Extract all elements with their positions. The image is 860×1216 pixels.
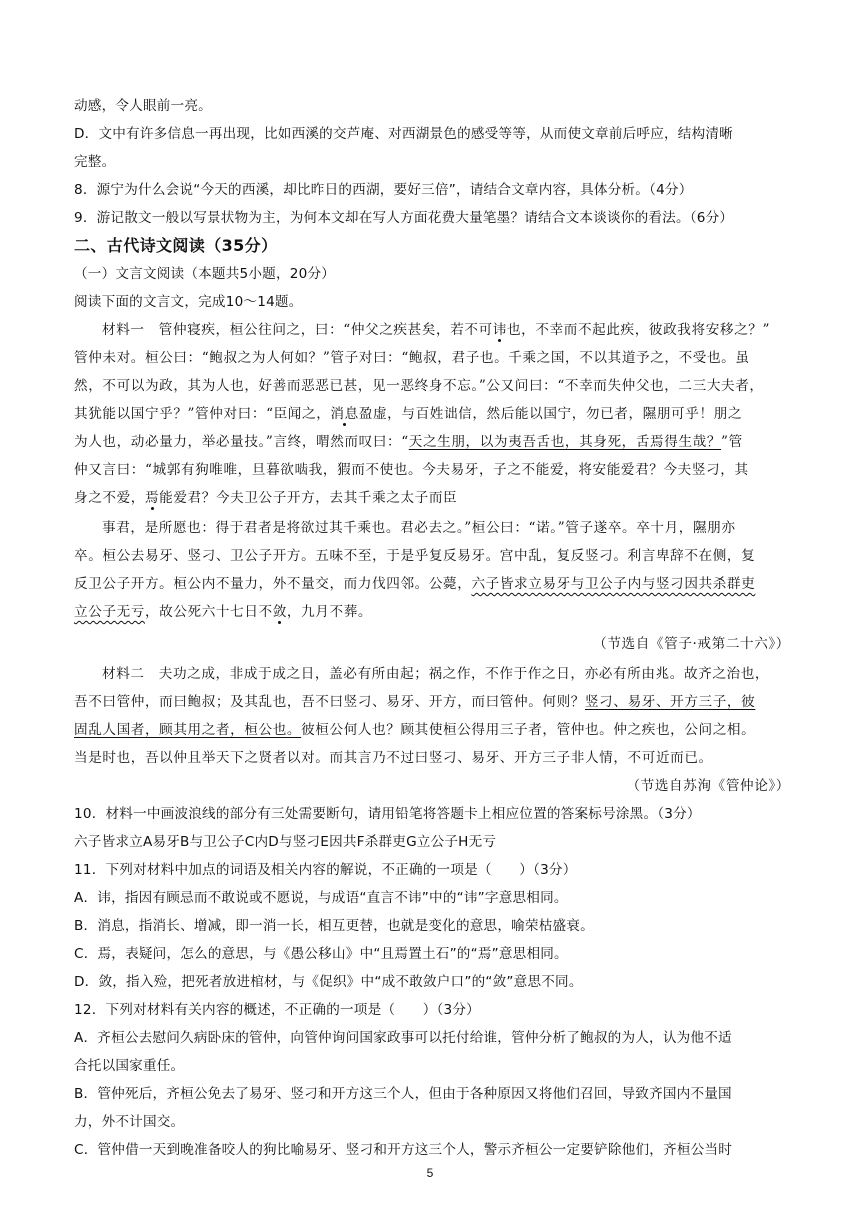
material-one-line: 仲又言曰：“城郭有狗唯唯，旦暮欲啮我，猳而不使也。今夫易牙，子之不能爱，将安能爱君？今夫竖刁，其 <box>74 462 749 478</box>
text-span: 身之不爱， <box>74 490 145 506</box>
source-citation: （节选自苏洵《管仲论》） <box>626 778 790 794</box>
option-d: D．敛，指入殓，把死者放进棺材，与《促织》中“成不敢敛户口”的“敛”意思不同。 <box>74 974 583 990</box>
underlined-sentence: 竖刁、易牙、开方三子，彼 <box>584 694 756 710</box>
material-one-line <box>74 600 794 624</box>
question-10-options: 六子皆求立A易牙B与卫公子C内D与竖刁E因共F杀群吏G立公子H无亏 <box>74 834 497 850</box>
option-c: C．管仲借一天到晚准备咬人的狗比喻易牙、竖刁和开方这三个人，警示齐桓公一定要铲除他们，齐桓公当时 <box>74 1142 732 1158</box>
material-one-line <box>74 402 794 426</box>
option-a: A．齐桓公去慰问久病卧床的管仲，向管仲询问国家政事可以托付给谁，管仲分析了鲍叔的为人，认为他不适 <box>74 1030 732 1046</box>
option-b: B．管仲死后，齐桓公免去了易牙、竖刁和开方这三个人，但由于各种原因又将他们召回，导致齐国内不量国 <box>74 1086 732 1102</box>
option-a: A．讳，指因有顾忌而不敢说或不愿说，与成语“直言不讳”中的“讳”字意思相同。 <box>74 890 568 906</box>
dotted-word: 焉 <box>144 490 160 506</box>
material-two-line: 材料二 夫功之成，非成于成之日，盖必有所由起；祸之作，不作于作之日，亦必有所由兆。故齐之治也， <box>102 666 770 682</box>
material-two-line: 当是时也，吾以仲且举天下之贤者以对。而其言乃不过曰竖刁、易牙、开方三子非人情，不可近而已。 <box>74 750 713 766</box>
text-span: 能爱君？今夫卫公子开方，去其千乘之太子而臣 <box>159 490 458 506</box>
material-one-line: 卒。桓公去易牙、竖刁、卫公子开方。五味不至，于是乎复反易牙。宫中乱，复反竖刁。利言卑辞不在侧，复 <box>74 548 756 564</box>
page-number: 5 <box>426 1166 434 1180</box>
material-one-line <box>74 486 794 510</box>
dotted-word: 消息 <box>330 406 359 422</box>
material-two-line <box>74 718 794 742</box>
question-10: 10．材料一中画波浪线的部分有三处需要断句，请用铅笔将答题卡上相应位置的答案标号涂黑。（3分） <box>74 806 701 822</box>
text-span: 盈虚，与百姓诎信，然后能以国宁，勿已者，隰朋可乎！朋之 <box>358 406 743 422</box>
material-two-line <box>74 690 794 714</box>
option-c: C．焉，表疑问，怎么的意思，与《愚公移山》中“且焉置土石”的“焉”意思相同。 <box>74 946 568 962</box>
section-heading: 二、古代诗文阅读（35分） <box>74 236 278 255</box>
subsection-heading: （一）文言文阅读（本题共5小题，20分） <box>74 266 336 282</box>
option-a-cont: 合托以国家重任。 <box>74 1058 185 1074</box>
question-8: 8．源宁为什么会说“今天的西溪，却比昨日的西湖，要好三倍”，请结合文章内容，具体分析。（4分） <box>74 182 693 198</box>
question-12: 12．下列对材料有关内容的概述，不正确的一项是（ ）（3分） <box>74 1002 480 1018</box>
material-one-line: 事君，是所愿也：得于君者是将欲过其千乘也。君必去之。”桓公曰：“诺。”管子遂卒。卒十月，隰朋亦 <box>102 520 736 536</box>
option-b-cont: 力，外不计国交。 <box>74 1114 185 1130</box>
text-span: ，九月不葬。 <box>286 604 373 620</box>
instruction: 阅读下面的文言文，完成10～14题。 <box>74 294 303 310</box>
text-span: 反卫公子开方。桓公内不量力，外不量交，而力伐四邻。公薨， <box>74 576 472 592</box>
underlined-sentence: 天之生朋，以为夷吾舌也，其身死，舌焉得生哉？ <box>408 434 722 450</box>
text-span: 其犹能以国宁乎？”管仲对曰：“臣闻之， <box>74 406 331 422</box>
question-9: 9．游记散文一般以写景状物为主，为何本文却在写人方面花费大量笔墨？请结合文本谈谈你的看法。（6分） <box>74 210 734 226</box>
text-line: D．文中有许多信息一再出现，比如西溪的交芦庵、对西湖景色的感受等等，从而使文章前后呼应，结构清晰 <box>74 126 733 142</box>
text-span: ”管 <box>721 434 743 450</box>
question-11: 11．下列对材料中加点的词语及相关内容的解说，不正确的一项是（ ）（3分） <box>74 862 577 878</box>
text-span: ，故公死六十七日不 <box>144 604 273 620</box>
material-one-line <box>74 430 794 454</box>
material-one-line <box>102 318 794 342</box>
text-span: 为人也，动必量力，举必量技。”言终，喟然而叹曰：“ <box>74 434 409 450</box>
text-line: 完整。 <box>74 154 116 170</box>
text-span: 吾不曰管仲，而曰鲍叔；及其乱也，吾不曰竖刁、易牙、开方，而曰管仲。何则？ <box>74 694 585 710</box>
material-one-line: 管仲未对。桓公曰：“鲍叔之为人何如？”管子对曰：“鲍叔，君子也。千乘之国，不以其道予之，不受也。虽 <box>74 350 750 366</box>
text-line: 动感，令人眼前一亮。 <box>74 98 212 114</box>
wavy-underlined-text: 六子皆求立易牙与卫公子内与竖刁因共杀群吏 <box>471 576 756 592</box>
source-citation: （节选自《管子·戒第二十六》） <box>593 636 790 652</box>
wavy-underlined-text: 立公子无亏 <box>74 604 145 620</box>
dotted-word: 讳 <box>492 322 507 338</box>
text-span: 彼桓公何人也？顾其使桓公得用三子者，管仲也。仲之疾也，公问之相。 <box>301 722 756 738</box>
text-span: 也，不幸而不起此疾，彼政我将安移之？” <box>506 322 771 338</box>
underlined-sentence: 固乱人国者，顾其用之者，桓公也。 <box>74 722 302 738</box>
dotted-word: 敛 <box>272 604 287 620</box>
text-span: 材料一 管仲寝疾，桓公往问之，曰：“仲父之疾甚矣，若不可 <box>102 322 493 338</box>
material-one-line: 然，不可以为政，其为人也，好善而恶恶已甚，见一恶终身不忘。”公又问曰：“不幸而失仲父也，二三大夫者， <box>74 378 764 394</box>
option-b: B．消息，指消长、增减，即一消一长，相互更替，也就是变化的意思，喻荣枯盛衰。 <box>74 918 594 934</box>
material-one-line <box>74 572 794 596</box>
